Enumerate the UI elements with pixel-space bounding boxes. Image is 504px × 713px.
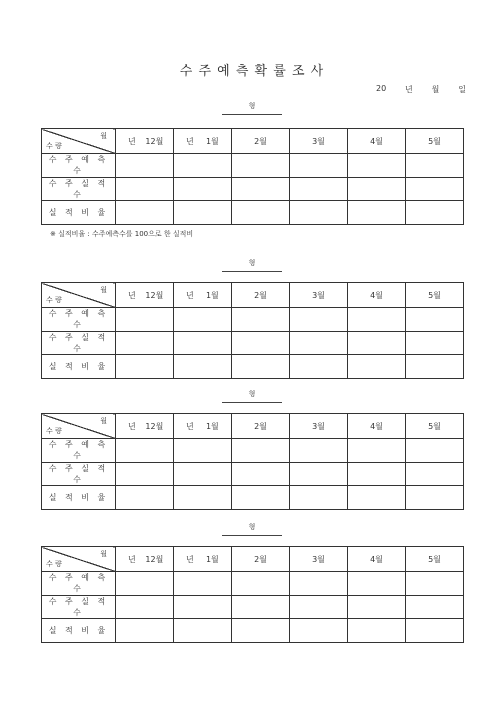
data-cell[interactable] — [116, 201, 174, 225]
table-row — [42, 595, 464, 619]
year-marker: 년 — [128, 290, 136, 300]
type-label-text: 형 — [248, 259, 256, 267]
header-corner-cell — [42, 129, 116, 154]
month-label: 5월 — [428, 421, 441, 431]
data-cell[interactable] — [348, 201, 406, 225]
row-label: 수 주 실 적 수 — [42, 462, 116, 486]
month-header — [232, 129, 290, 154]
data-cell[interactable] — [290, 439, 348, 463]
month-header — [174, 547, 232, 572]
data-cell[interactable] — [174, 177, 232, 201]
month-label: 3월 — [312, 136, 325, 146]
data-cell[interactable] — [174, 331, 232, 355]
data-cell[interactable] — [290, 462, 348, 486]
month-header — [116, 547, 174, 572]
table-row — [42, 308, 464, 332]
month-label: 12월 — [145, 136, 164, 146]
data-cell[interactable] — [406, 177, 464, 201]
data-cell[interactable] — [116, 439, 174, 463]
month-header — [232, 283, 290, 308]
year-marker: 년 — [128, 136, 136, 146]
month-label: 12월 — [145, 421, 164, 431]
type-label-text: 형 — [248, 390, 256, 398]
month-header — [174, 283, 232, 308]
corner-quantity-label: 수 량 — [46, 427, 62, 435]
month-label: 1월 — [205, 136, 219, 146]
month-header — [232, 414, 290, 439]
corner-quantity-label: 수 량 — [46, 142, 62, 150]
year-marker: 년 — [186, 421, 194, 431]
data-cell[interactable] — [232, 177, 290, 201]
data-cell[interactable] — [116, 177, 174, 201]
data-cell[interactable] — [174, 308, 232, 332]
month-label: 1월 — [205, 421, 219, 431]
row-label: 실 적 비 율 — [42, 619, 116, 643]
data-cell[interactable] — [116, 486, 174, 510]
month-header — [406, 414, 464, 439]
data-cell[interactable] — [116, 462, 174, 486]
table-row — [42, 462, 464, 486]
data-cell[interactable] — [116, 572, 174, 596]
data-cell[interactable] — [406, 201, 464, 225]
data-cell[interactable] — [174, 154, 232, 178]
month-header — [116, 129, 174, 154]
data-cell[interactable] — [290, 486, 348, 510]
table-row — [42, 439, 464, 463]
data-cell[interactable] — [406, 619, 464, 643]
type-label — [222, 522, 282, 536]
data-cell[interactable] — [232, 355, 290, 379]
year-marker: 년 — [186, 136, 194, 146]
row-label: 실 적 비 율 — [42, 486, 116, 510]
month-label: 5월 — [428, 290, 441, 300]
data-cell[interactable] — [348, 355, 406, 379]
corner-month-label: 월 — [100, 132, 107, 140]
page-title: 수 주 예 측 확 률 조 사 — [179, 64, 325, 79]
row-label: 수 주 예 측 수 — [42, 439, 116, 463]
data-cell[interactable] — [232, 439, 290, 463]
month-label: 1월 — [205, 554, 219, 564]
month-label: 1월 — [205, 290, 219, 300]
type-underline — [222, 535, 282, 536]
data-cell[interactable] — [232, 154, 290, 178]
type-underline — [222, 402, 282, 403]
month-label: 2월 — [254, 421, 267, 431]
date-day: 일 — [458, 85, 466, 94]
data-cell[interactable] — [232, 201, 290, 225]
data-cell[interactable] — [290, 572, 348, 596]
data-cell[interactable] — [232, 619, 290, 643]
data-cell[interactable] — [174, 462, 232, 486]
table-row — [42, 572, 464, 596]
month-label: 12월 — [145, 554, 164, 564]
type-label — [222, 389, 282, 403]
data-cell[interactable] — [174, 201, 232, 225]
survey-table — [41, 128, 464, 225]
month-header — [174, 129, 232, 154]
row-label: 실 적 비 율 — [42, 355, 116, 379]
row-label: 수 주 실 적 수 — [42, 331, 116, 355]
corner-quantity-label: 수 량 — [46, 560, 62, 568]
data-cell[interactable] — [232, 572, 290, 596]
month-label: 4월 — [370, 290, 383, 300]
month-label: 3월 — [312, 290, 325, 300]
corner-month-label: 월 — [100, 417, 107, 425]
data-cell[interactable] — [116, 355, 174, 379]
month-header — [116, 414, 174, 439]
data-cell[interactable] — [290, 619, 348, 643]
data-cell[interactable] — [406, 154, 464, 178]
data-cell[interactable] — [348, 177, 406, 201]
month-label: 5월 — [428, 554, 441, 564]
year-marker: 년 — [128, 554, 136, 564]
month-header — [116, 283, 174, 308]
data-cell[interactable] — [348, 154, 406, 178]
type-underline — [222, 271, 282, 272]
date-line — [376, 84, 466, 95]
data-cell[interactable] — [174, 595, 232, 619]
month-label: 2월 — [254, 136, 267, 146]
data-cell[interactable] — [406, 331, 464, 355]
month-header — [406, 547, 464, 572]
month-header — [290, 414, 348, 439]
data-cell[interactable] — [348, 572, 406, 596]
month-label: 2월 — [254, 554, 267, 564]
data-cell[interactable] — [406, 439, 464, 463]
month-header — [232, 547, 290, 572]
row-label: 수 주 예 측 수 — [42, 308, 116, 332]
data-cell[interactable] — [174, 572, 232, 596]
row-label: 수 주 실 적 수 — [42, 177, 116, 201]
data-cell[interactable] — [116, 154, 174, 178]
table-row — [42, 619, 464, 643]
data-cell[interactable] — [348, 308, 406, 332]
month-label: 2월 — [254, 290, 267, 300]
header-corner-cell — [42, 547, 116, 572]
month-header — [348, 283, 406, 308]
data-cell[interactable] — [232, 462, 290, 486]
table-row — [42, 177, 464, 201]
corner-month-label: 월 — [100, 286, 107, 294]
data-cell[interactable] — [348, 595, 406, 619]
data-cell[interactable] — [406, 572, 464, 596]
year-marker: 년 — [186, 290, 194, 300]
date-month: 월 — [431, 85, 440, 94]
data-cell[interactable] — [348, 619, 406, 643]
data-cell[interactable] — [232, 595, 290, 619]
corner-month-label: 월 — [100, 550, 107, 558]
data-cell[interactable] — [348, 462, 406, 486]
data-cell[interactable] — [290, 331, 348, 355]
month-label: 5월 — [428, 136, 441, 146]
data-cell[interactable] — [348, 331, 406, 355]
row-label: 수 주 실 적 수 — [42, 595, 116, 619]
data-cell[interactable] — [290, 595, 348, 619]
survey-table — [41, 546, 464, 643]
row-label: 수 주 예 측 수 — [42, 154, 116, 178]
data-cell[interactable] — [174, 486, 232, 510]
year-marker: 년 — [186, 554, 194, 564]
month-label: 4월 — [370, 421, 383, 431]
type-label — [222, 101, 282, 115]
date-year-prefix: 20 — [376, 84, 387, 93]
data-cell[interactable] — [116, 308, 174, 332]
footnote: ※ 실적비율 : 수주예측수를 100으로 한 실적비 — [50, 230, 194, 238]
year-marker: 년 — [128, 421, 136, 431]
month-label: 12월 — [145, 290, 164, 300]
month-label: 4월 — [370, 554, 383, 564]
data-cell[interactable] — [406, 355, 464, 379]
data-cell[interactable] — [174, 619, 232, 643]
data-cell[interactable] — [232, 331, 290, 355]
data-cell[interactable] — [232, 486, 290, 510]
header-corner-cell — [42, 283, 116, 308]
row-label: 수 주 예 측 수 — [42, 572, 116, 596]
data-cell[interactable] — [406, 308, 464, 332]
survey-table — [41, 413, 464, 510]
data-cell[interactable] — [290, 177, 348, 201]
month-label: 3월 — [312, 421, 325, 431]
data-cell[interactable] — [290, 154, 348, 178]
table-row — [42, 331, 464, 355]
data-cell[interactable] — [290, 201, 348, 225]
month-header — [290, 547, 348, 572]
month-header — [348, 547, 406, 572]
corner-quantity-label: 수 량 — [46, 296, 62, 304]
data-cell[interactable] — [290, 308, 348, 332]
month-label: 4월 — [370, 136, 383, 146]
month-header — [348, 414, 406, 439]
row-label: 실 적 비 율 — [42, 201, 116, 225]
type-label — [222, 258, 282, 272]
table-row — [42, 486, 464, 510]
table-row — [42, 355, 464, 379]
data-cell[interactable] — [116, 595, 174, 619]
data-cell[interactable] — [406, 486, 464, 510]
type-label-text: 형 — [248, 523, 256, 531]
data-cell[interactable] — [116, 331, 174, 355]
data-cell[interactable] — [290, 355, 348, 379]
data-cell[interactable] — [406, 595, 464, 619]
data-cell[interactable] — [174, 439, 232, 463]
data-cell[interactable] — [116, 619, 174, 643]
month-label: 3월 — [312, 554, 325, 564]
data-cell[interactable] — [232, 308, 290, 332]
month-header — [290, 283, 348, 308]
data-cell[interactable] — [174, 355, 232, 379]
type-underline — [222, 114, 282, 115]
data-cell[interactable] — [406, 462, 464, 486]
data-cell[interactable] — [348, 439, 406, 463]
month-header — [348, 129, 406, 154]
table-row — [42, 201, 464, 225]
month-header — [406, 129, 464, 154]
month-header — [406, 283, 464, 308]
date-year: 년 — [405, 85, 413, 94]
table-row — [42, 154, 464, 178]
type-label-text: 형 — [248, 102, 256, 110]
month-header — [290, 129, 348, 154]
data-cell[interactable] — [348, 486, 406, 510]
header-corner-cell — [42, 414, 116, 439]
month-header — [174, 414, 232, 439]
survey-table — [41, 282, 464, 379]
